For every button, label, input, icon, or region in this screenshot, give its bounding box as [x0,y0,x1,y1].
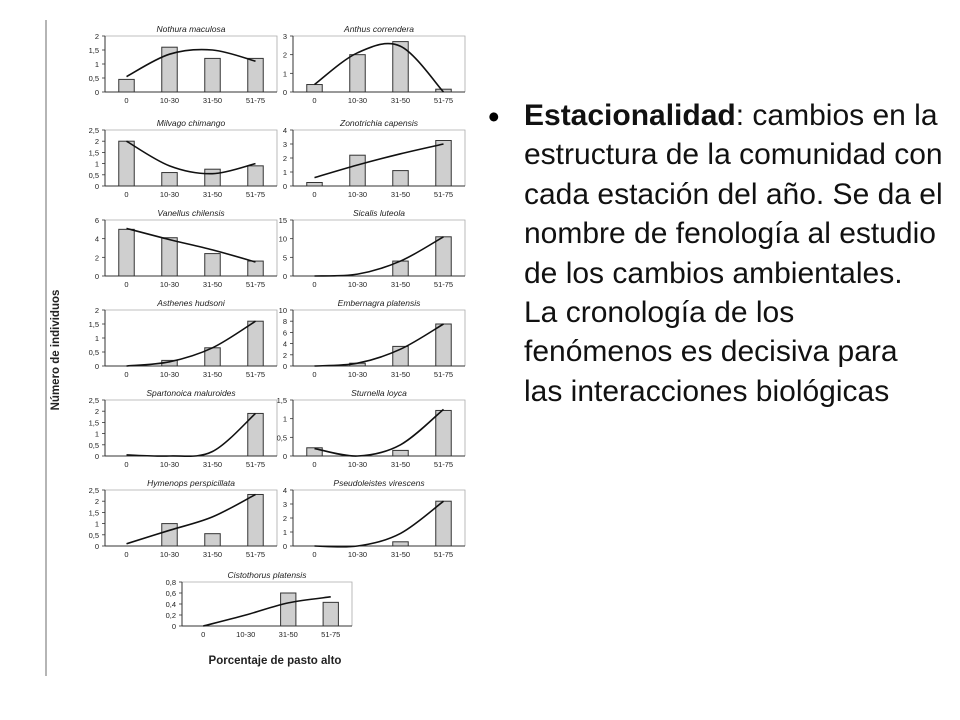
panel-10-bar [393,450,408,456]
panel-4-bar [350,155,365,186]
panel-5-x-tick-label: 31-50 [202,280,223,289]
panel-2-bar [307,85,322,92]
panel-6-title: Sicalis luteola [353,208,405,218]
panel-4-bar [436,141,451,187]
panel-11-x-tick-label: 51-75 [245,550,266,559]
panel-1-title: Nothura maculosa [156,24,226,34]
panel-3-title: Milvago chimango [156,118,226,128]
bullet-body: cambios en la estructura de la comunidad con cada estación del año. Se da el nombre de fenología al estudio de los cambios ambientales. La cronología de los fenómenos es decisiva para las interacciones biológicas [524,99,943,408]
panel-7-title: Asthenes hudsoni [157,298,225,308]
panel-5-y-tick-label: 0 [94,272,99,281]
panel-12-trend-line [315,501,444,547]
panel-11-bar [205,534,220,546]
panel-4-bar [393,171,408,186]
panel-9-y-tick-label: 1 [94,429,99,439]
panel-13-title: Cistothorus platensis [227,570,307,580]
panel-7-y-tick-label: 1 [94,334,99,343]
panel-4-y-tick-label: 0 [282,182,287,191]
panel-6-x-tick-label: 31-50 [390,280,411,289]
panel-8-x-tick-label: 10-30 [347,370,368,379]
panel-5-x-tick-label: 10-30 [159,280,180,289]
panel-2-x-tick-label: 0 [312,96,317,105]
panel-10-y-tick-label: 0,5 [276,433,287,443]
panel-9-y-tick-label: 0 [94,452,99,461]
panel-1-y-tick-label: 2 [94,32,99,41]
panel-7-bar [248,321,263,366]
panel-12-title: Pseudoleistes virescens [333,478,425,488]
panel-12-y-tick-label: 2 [282,514,287,523]
panel-8-y-tick-label: 4 [282,339,287,349]
panel-6-x-tick-label: 10-30 [347,280,368,289]
panel-3-x-tick-label: 10-30 [159,190,180,199]
panel-4-x-tick-label: 10-30 [347,190,368,199]
panel-1-y-tick-label: 1,5 [88,46,99,55]
panel-2-x-tick-label: 31-50 [390,96,411,105]
panel-12-y-tick-label: 4 [282,486,287,495]
panel-12-x-tick-label: 51-75 [433,550,454,559]
panel-2-y-tick-label: 2 [282,50,287,60]
panel-1-bar [205,58,220,92]
panel-3-y-tick-label: 1 [94,159,99,169]
small-multiples-bar-chart [45,20,477,676]
panel-4-bar [307,183,322,187]
panel-6-y-tick-label: 15 [278,216,287,225]
panel-8-y-tick-label: 8 [282,317,287,327]
panel-1-bar [119,79,134,92]
panel-8-y-tick-label: 2 [282,350,287,360]
panel-13-x-tick-label: 0 [201,630,206,639]
panel-4-y-tick-label: 3 [282,140,287,149]
panel-12-bar [393,542,408,546]
panel-5-y-tick-label: 6 [94,216,99,225]
panel-7-x-tick-label: 51-75 [245,370,266,379]
panel-7-y-tick-label: 1,5 [88,320,99,329]
panel-5-title: Vanellus chilensis [157,208,225,218]
panel-1-x-tick-label: 51-75 [245,96,266,105]
panel-8-x-tick-label: 0 [312,370,317,379]
panel-11-y-tick-label: 0,5 [88,530,99,540]
panel-13-x-tick-label: 10-30 [236,630,256,639]
panel-2-title: Anthus correndera [344,24,414,34]
panel-3-x-tick-label: 51-75 [245,190,266,199]
panel-3-y-tick-label: 2,5 [88,126,99,135]
panel-6-trend-line [315,237,444,276]
panel-1-y-tick-label: 0 [94,88,99,97]
panel-4-x-tick-label: 31-50 [390,190,411,199]
panel-1-x-tick-label: 31-50 [202,96,223,105]
panel-5-y-tick-label: 2 [94,253,99,263]
panel-12-y-tick-label: 3 [282,500,287,509]
panel-13-y-tick-label: 0,2 [165,611,176,620]
panel-6-y-tick-label: 5 [282,253,287,263]
panel-3-y-tick-label: 0 [94,182,99,191]
panel-11-bar [162,524,177,546]
panel-10-y-tick-label: 1,5 [276,396,287,405]
panel-9-x-tick-label: 0 [124,460,129,469]
panel-2-x-tick-label: 10-30 [347,96,368,105]
panel-13-x-tick-label: 31-50 [278,630,298,639]
panel-3-bar [205,169,220,186]
panel-13-bar [281,593,296,626]
panel-10-y-tick-label: 0 [282,452,287,461]
panel-4-x-tick-label: 51-75 [433,190,454,199]
panel-8-title: Embernagra platensis [337,298,421,308]
panel-1-x-tick-label: 10-30 [159,96,180,105]
panel-2-y-tick-label: 3 [282,32,287,41]
panel-11-y-tick-label: 0 [94,542,99,551]
bullet-dot: • [488,98,500,135]
panel-5-bar [248,261,263,276]
panel-9-x-tick-label: 51-75 [245,460,266,469]
panel-10-y-tick-label: 1 [282,414,287,424]
panel-3-y-tick-label: 2 [94,137,99,147]
panel-6-bar [436,237,451,276]
panel-11-bar [248,494,263,546]
x-axis-label: Porcentaje de pasto alto [208,655,342,667]
panel-9-y-tick-label: 2,5 [88,396,99,405]
panel-12-y-tick-label: 1 [282,528,287,537]
panel-11-x-tick-label: 0 [124,550,129,559]
panel-2-y-tick-label: 1 [282,69,287,79]
panel-4-x-tick-label: 0 [312,190,317,199]
panel-10-x-tick-label: 51-75 [433,460,454,469]
y-axis-label: Número de individuos [50,289,62,411]
panel-5-bar [162,238,177,276]
panel-5-bar [205,254,220,276]
panel-12-bar [436,501,451,546]
panel-3-trend-line [127,141,256,174]
panel-13-trend-line [203,597,331,626]
panel-11-title: Hymenops perspicillata [147,478,235,488]
bullet-term: Estacionalidad [524,99,736,132]
panel-1-x-tick-label: 0 [124,96,129,105]
panel-7-x-tick-label: 0 [124,370,129,379]
panel-2-x-tick-label: 51-75 [433,96,454,105]
panel-1-y-tick-label: 0,5 [88,74,99,83]
panel-13-bar [323,602,338,626]
panel-5-trend-line [127,228,256,262]
panel-7-y-tick-label: 0 [94,362,99,371]
panel-12-x-tick-label: 0 [312,550,317,559]
panel-13-y-tick-label: 0 [171,622,176,631]
panel-6-x-tick-label: 51-75 [433,280,454,289]
panel-8-x-tick-label: 51-75 [433,370,454,379]
panel-3-bar [162,173,177,186]
panel-13-y-tick-label: 0,4 [165,600,176,609]
panel-8-y-tick-label: 10 [278,306,287,315]
panel-1-bar [248,58,263,92]
panel-11-y-tick-label: 2 [94,497,99,507]
panel-9-trend-line [127,413,256,456]
panel-2-trend-line [315,44,444,92]
panel-13-y-tick-label: 0,8 [165,578,176,587]
panel-11-trend-line [127,494,256,543]
panel-7-x-tick-label: 31-50 [202,370,223,379]
panel-7-x-tick-label: 10-30 [159,370,180,379]
panel-4-y-tick-label: 2 [282,154,287,163]
panel-3-y-tick-label: 1,5 [88,148,99,158]
panel-11-y-tick-label: 1,5 [88,508,99,518]
panel-9-y-tick-label: 1,5 [88,418,99,428]
panel-4-y-tick-label: 4 [282,126,287,135]
panel-5-x-tick-label: 0 [124,280,129,289]
bullet-colon: : [735,99,745,132]
panel-6-y-tick-label: 0 [282,272,287,281]
panel-8-x-tick-label: 31-50 [390,370,411,379]
panel-10-bar [436,410,451,456]
panel-7-y-tick-label: 0,5 [88,348,99,357]
panel-3-bar [248,166,263,186]
panel-1-y-tick-label: 1 [94,60,99,69]
panel-6-x-tick-label: 0 [312,280,317,289]
panel-6-y-tick-label: 10 [278,234,287,244]
panel-11-y-tick-label: 1 [94,519,99,529]
panel-11-x-tick-label: 31-50 [202,550,223,559]
panel-8-y-tick-label: 6 [282,328,287,338]
panel-8-bar [436,324,451,366]
panel-8-trend-line [315,324,444,366]
panel-2-y-tick-label: 0 [282,88,287,97]
panel-12-x-tick-label: 31-50 [390,550,411,559]
panel-5-y-tick-label: 4 [94,234,99,244]
panel-10-x-tick-label: 10-30 [347,460,368,469]
panel-5-bar [119,229,134,276]
panel-10-trend-line [315,409,444,456]
panel-4-y-tick-label: 1 [282,168,287,177]
panel-13-y-tick-label: 0,6 [165,589,176,598]
panel-9-x-tick-label: 31-50 [202,460,223,469]
panel-4-trend-line [315,144,444,178]
bullet-text [524,96,944,411]
panel-10-title: Sturnella loyca [351,388,407,398]
panel-7-y-tick-label: 2 [94,306,99,315]
panel-12-y-tick-label: 0 [282,542,287,551]
panel-4-title: Zonotrichia capensis [340,118,418,128]
panel-3-x-tick-label: 31-50 [202,190,223,199]
panel-9-x-tick-label: 10-30 [159,460,180,469]
panel-13-x-tick-label: 51-75 [321,630,341,639]
panel-9-y-tick-label: 0,5 [88,440,99,450]
panel-3-bar [119,141,134,186]
panel-9-y-tick-label: 2 [94,407,99,417]
panel-11-x-tick-label: 10-30 [159,550,180,559]
panel-9-title: Spartonoica maluroides [146,388,236,398]
panel-3-y-tick-label: 0,5 [88,170,99,180]
panel-5-x-tick-label: 51-75 [245,280,266,289]
panel-3-x-tick-label: 0 [124,190,129,199]
panel-10-x-tick-label: 31-50 [390,460,411,469]
panel-8-y-tick-label: 0 [282,362,287,371]
panel-11-y-tick-label: 2,5 [88,486,99,495]
panel-10-x-tick-label: 0 [312,460,317,469]
panel-2-bar [350,55,365,92]
panel-7-trend-line [127,321,256,366]
panel-1-trend-line [127,50,256,77]
panel-12-x-tick-label: 10-30 [347,550,368,559]
